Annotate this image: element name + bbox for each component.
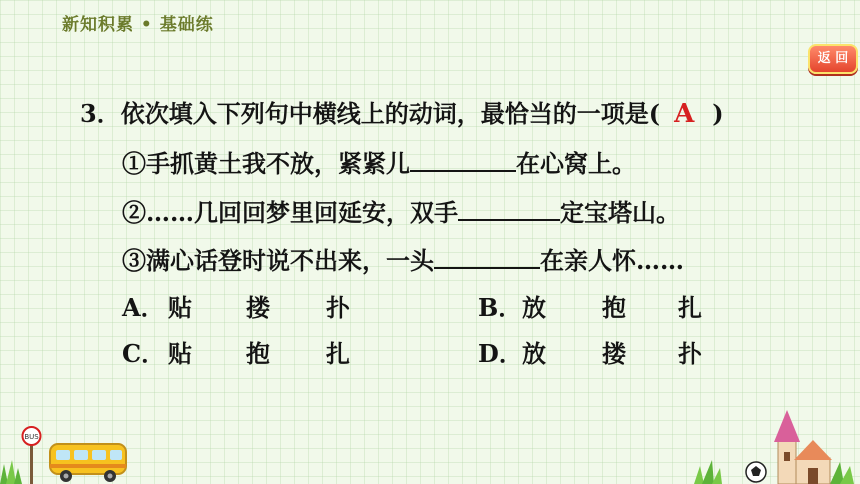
option-c-word-2: 抱 [246, 339, 270, 368]
option-b-word-3: 扎 [678, 293, 702, 322]
castle-scene-decoration [690, 406, 860, 484]
option-b-word-2: 抱 [602, 293, 626, 322]
sentence-3 [122, 241, 684, 276]
option-c-word-1: 贴 [168, 339, 192, 368]
sentence-3-after: 在亲人怀…… [540, 246, 684, 275]
soccer-ball-icon [746, 462, 766, 482]
bus-stop-sign-icon [23, 427, 41, 484]
option-a-word-1: 贴 [168, 293, 192, 322]
blank-1 [410, 146, 516, 172]
bus-scene-decoration [0, 420, 140, 484]
close-paren: ) [712, 99, 724, 128]
school-bus-icon [50, 444, 126, 482]
blank-3 [434, 243, 540, 269]
option-a-word-3: 扑 [326, 293, 350, 322]
option-a-label: A． [122, 293, 165, 322]
option-b-word-1: 放 [522, 293, 546, 322]
section-title: 新知积累 • 基础练 [62, 15, 214, 35]
option-c-word-3: 扎 [326, 339, 350, 368]
castle-icon [774, 410, 832, 484]
question-number: 3． [80, 99, 121, 128]
grass-icon [0, 460, 22, 484]
bus-sign-text: BUS [24, 433, 39, 441]
sentence-1-before: ①手抓黄土我不放，紧紧儿 [122, 149, 410, 178]
blank-2 [458, 195, 560, 221]
question-text: 依次填入下列句中横线上的动词，最恰当的一项是( [120, 99, 661, 128]
sentence-1 [122, 144, 636, 179]
question-stem [80, 94, 724, 129]
option-d-word-1: 放 [522, 339, 546, 368]
sentence-1-after: 在心窝上。 [516, 149, 636, 178]
option-d-word-3: 扑 [678, 339, 702, 368]
option-d-word-2: 搂 [602, 339, 626, 368]
sentence-3-before: ③满心话登时说不出来，一头 [122, 246, 434, 275]
sentence-2 [122, 193, 680, 228]
sentence-2-after: 定宝塔山。 [560, 198, 680, 227]
option-a-word-2: 搂 [246, 293, 270, 322]
answer-text: A [674, 99, 695, 129]
option-b-label: B． [478, 293, 523, 322]
option-d-label: D． [478, 339, 523, 368]
back-button[interactable]: 返 回 [808, 44, 858, 74]
option-c-label: C． [122, 339, 166, 368]
sentence-2-before: ②……几回回梦里回延安，双手 [122, 198, 458, 227]
